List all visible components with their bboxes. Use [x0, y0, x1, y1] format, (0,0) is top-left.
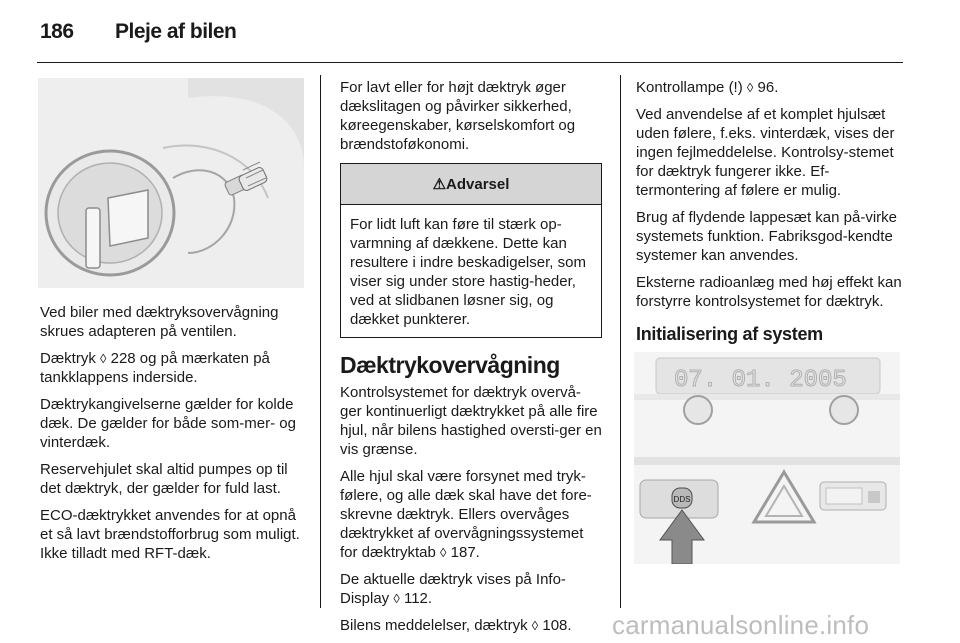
- watermark: carmanualsonline.info: [612, 610, 870, 640]
- paragraph: De aktuelle dæktryk vises på Info-Display ◊ 112.: [340, 571, 566, 607]
- page-title: Pleje af bilen: [115, 20, 237, 43]
- warning-text: For lidt luft kan føre til stærk op‐varmning af dækkene. Dette kan resultere i indre beskadigelser, som viser sig under store hastig‐heder, ved at slidbanen løsner sig, og dækket punkterer.: [350, 216, 586, 328]
- right-column: [636, 78, 908, 344]
- tire-pressure-lamp-icon: (!): [728, 79, 743, 96]
- column-divider: [320, 75, 321, 608]
- paragraph: Kontrolsystemet for dæktryk overvå‐ger kontinuerligt dæktrykket på alle fire hjul, når bilens hastighed oversti‐ger en vis grænse.: [340, 384, 602, 458]
- warning-box: [340, 163, 602, 338]
- section-heading: Dæktrykovervågning: [340, 352, 560, 378]
- dds-button-label: DDS: [673, 495, 691, 504]
- reference-arrow-icon: ◊: [746, 80, 754, 95]
- reference-arrow-icon: ◊: [100, 351, 107, 366]
- left-column: [40, 303, 310, 571]
- paragraph: Dæktrykangivelserne gælder for kolde dæk. De gælder for både som‐mer- og vinterdæk.: [40, 396, 296, 451]
- paragraph: ECO-dæktrykket anvendes for at opnå et så lavt brændstofforbrug som muligt. Ikke tilladt med RFT-dæk.: [40, 507, 300, 562]
- paragraph: Ved anvendelse af et komplet hjulsæt uden følere, f.eks. vinterdæk, vises der ingen fejlmeddelelse. Kontrolsy‐stemet for dæktryk fungerer ikke. Ef‐termontering af følere er mulig.: [636, 106, 895, 199]
- paragraph: Ved biler med dæktryksovervågning skrues adapteren på ventilen.: [40, 304, 279, 340]
- paragraph: Kontrollampe (!) ◊ 96.: [636, 79, 779, 96]
- column-divider: [620, 75, 621, 608]
- page-number: 186: [40, 20, 74, 43]
- header-rule: [37, 62, 903, 63]
- warning-header: ⚠Advarsel: [341, 164, 601, 205]
- display-readout: 07. 01. 2005: [674, 367, 847, 394]
- tank-flap-illustration: [38, 78, 304, 288]
- dashboard-illustration: [634, 352, 900, 564]
- paragraph: Brug af flydende lappesæt kan på‐virke systemets funktion. Fabriksgod‐kendte systemer kan anvendes.: [636, 209, 897, 264]
- middle-column: [340, 78, 602, 643]
- paragraph: Eksterne radioanlæg med høj effekt kan forstyrre kontrolsystemet for dæktryk.: [636, 274, 902, 310]
- reference-arrow-icon: ◊: [531, 618, 539, 633]
- paragraph: Bilens meddelelser, dæktryk ◊ 108.: [340, 617, 572, 634]
- warning-triangle-icon: ⚠: [432, 176, 447, 193]
- subheading: Initialisering af system: [636, 324, 823, 344]
- paragraph: Dæktryk ◊ 228 og på mærkaten på tankklappens inderside.: [40, 350, 270, 386]
- paragraph: Reservehjulet skal altid pumpes op til det dæktryk, der gælder for fuld last.: [40, 461, 288, 497]
- paragraph: Alle hjul skal være forsynet med tryk‐følere, og alle dæk skal have det fore‐skrevne dæktryk. Ellers overvåges dæktrykket af overvågningssystemet for dæktryktab ◊ 187.: [340, 468, 592, 561]
- reference-arrow-icon: ◊: [440, 545, 447, 560]
- paragraph: For lavt eller for højt dæktryk øger dækslitagen og påvirker sikkerhed, køreegenskaber, kørselskomfort og brændstoføkonomi.: [340, 79, 576, 153]
- reference-arrow-icon: ◊: [393, 591, 400, 606]
